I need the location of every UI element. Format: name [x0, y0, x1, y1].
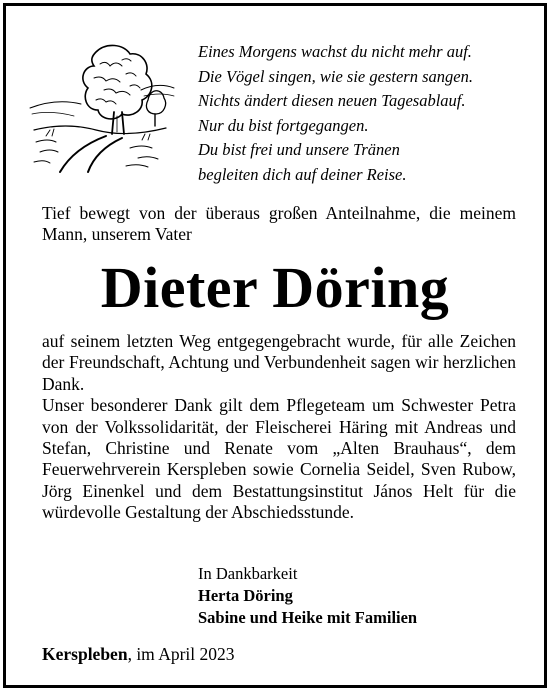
poem-line: Die Vögel singen, wie sie gestern sangen. [198, 66, 473, 86]
tree-landscape-icon [26, 30, 176, 175]
obituary-frame [3, 3, 547, 688]
poem-line: Du bist frei und unsere Tränen [198, 140, 400, 159]
thanks-paragraph: Unser besonderer Dank gilt dem Pflegeteam um Schwester Petra von der Volkssolidarität, der Fleischerei Häring mit Andreas und Stefan, Christine und Renate vom „Alten Brauhaus“, dem Feuerwehrverein Kerspleben sowie Cornelia Seidel, Sven Rubow, Jörg Einenkel und dem Bestattungsinstitut János Helt für die würdevolle Gestaltung der Abschiedsstunde. [42, 395, 516, 523]
poem [198, 40, 538, 187]
date-text: , im April 2023 [127, 644, 235, 664]
signer-name: Herta Döring [198, 586, 293, 605]
place-name: Kerspleben [42, 644, 128, 664]
poem-line: begleiten dich auf deiner Reise. [198, 164, 407, 184]
closing-text: In Dankbarkeit [198, 564, 298, 583]
poem-line: Nichts ändert diesen neuen Tagesablauf. [198, 91, 466, 110]
thanks-text [42, 331, 516, 524]
poem-line: Eines Morgens wachst du nicht mehr auf. [198, 42, 472, 61]
deceased-name: Dieter Döring [100, 255, 450, 320]
place-date [42, 643, 235, 665]
poem-line: Nur du bist fortgegangen. [198, 115, 369, 135]
signer-name: Sabine und Heike mit Familien [198, 608, 418, 627]
intro-text: Tief bewegt von der überaus großen Anteilnahme, die meinem Mann, unserem Vater [42, 203, 516, 244]
thanks-paragraph: auf seinem letzten Weg entgegengebracht wurde, für alle Zeichen der Freundschaft, Achtung und Verbundenheit sagen wir herzlichen Dank. [42, 331, 516, 394]
signature [198, 563, 417, 629]
